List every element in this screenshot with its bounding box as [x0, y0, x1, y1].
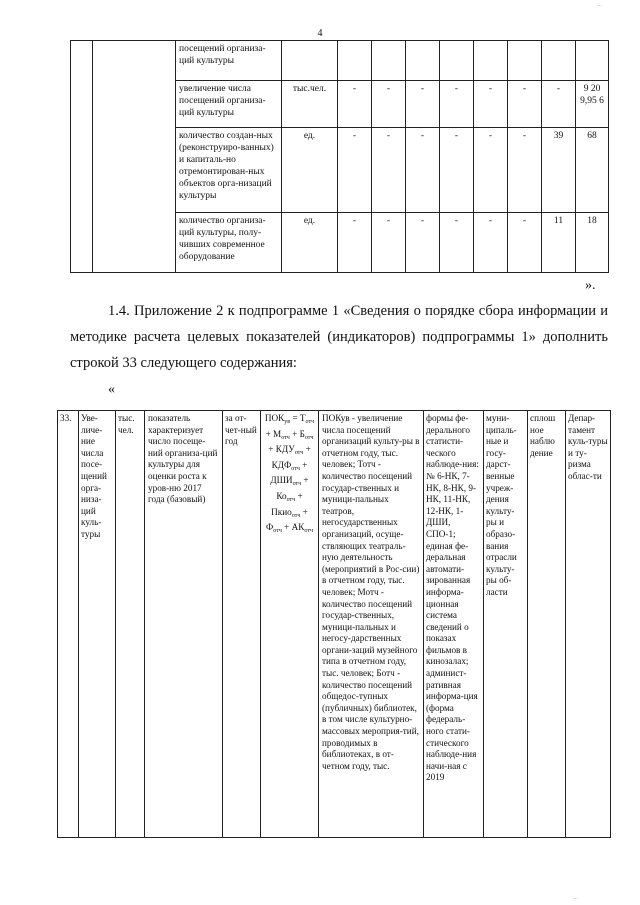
corner-mark-top: ... [597, 2, 602, 8]
indicator-source: формы фе-дерального статисти-ческого наблюде-ния: № 6-НК, 7-НК, 8-НК, 9-НК, 11-НК, 12-НК, 1-ДШИ, СПО-1; единая фе-деральная автомати-зированная информа-ционная система сведений о показах фильмов в кинозалах; админист-ративная информа-ция (форма федераль-ного стати-стического наблюде-ния начи-ная с 2019 [424, 411, 484, 838]
observation-method: сплош ное наблю дение [528, 411, 566, 838]
closing-quote: ». [585, 278, 596, 293]
opening-quote: « [108, 382, 115, 397]
indicator-unit: тыс. чел. [116, 411, 145, 838]
indicator-definition: показатель характеризует число посеще-ний организа-ций культуры для оценки роста к уров-ню 2017 года (базовый) [145, 411, 223, 838]
table-row: количество организа-ций культуры, полу-чивших современное оборудование ед. - - - - - - 11 18 [71, 213, 609, 273]
row33-table [57, 410, 611, 838]
responsible-department: Депар-тамент куль-туры и ту-ризма облас-ти [566, 411, 611, 838]
amendment-paragraph: 1.4. Приложение 2 к подпрограмме 1 «Сведения о порядке сбора информации и методике расчета целевых показателей (индикаторов) подпрограммы 1» дополнить строкой 33 следующего содержания: [70, 303, 608, 371]
table-row: посещений организа-ций культуры [71, 41, 609, 81]
indicators-table [70, 40, 609, 273]
row-number: 33. [58, 411, 79, 838]
indicator-formula: $ПОК_{ув} = Т_{отч} + М_{отч} + Б_{отч} + КДУ_{отч} + КДФ_{отч} + ДШИ_{отч} + Ко_{отч}$ + Пкио$_{отч}$ + $Ф_{отч} + АК_{отч}$ [261, 411, 319, 838]
indicator-period: за от-чет-ный год [223, 411, 261, 838]
table-row [58, 411, 611, 838]
indicator-name: Уве-личе-ние числа посе-щений орга-низа-ций куль-туры [79, 411, 116, 838]
table-row: увеличение числа посещений организа-ций культуры тыс.чел. - - - - - - - 9 20 9,95 6 [71, 81, 609, 128]
page-number: 4 [317, 28, 323, 39]
table-row: количество создан-ных (реконструиро-ванных) и капиталь-но отремонтирован-ных объектов орга-низаций культуры ед. - - - - - - 39 68 [71, 128, 609, 213]
responsible-level: муни-ципаль-ные и госу-дарст-венные учреж-дения культу-ры и образо-вания отрасли культу-ры об-ласти [484, 411, 528, 838]
indicator-method: ПОКув - увеличение числа посещений организаций культу-ры в отчетном году, тыс. человек; Тотч - количество посещений государ-ственных и муници-пальных театров, негосударственных организаций, осуще-ствляющих театраль-ную деятельность (мероприятий в Рос-сии) в отчетном году, тыс. человек; Мотч - количество посещений государ-ственных, муници-пальных и негосу-дарственных органи-заций музейного типа в отчетном году, тыс. человек; Ботч - количество посещений общедос-тупных (публичных) библиотек, в том числе культурно-массовых мероприя-тий, проводимых в библиотеках, в от-четном году, тыс. [319, 411, 424, 838]
corner-mark-bottom: ... [573, 895, 578, 901]
